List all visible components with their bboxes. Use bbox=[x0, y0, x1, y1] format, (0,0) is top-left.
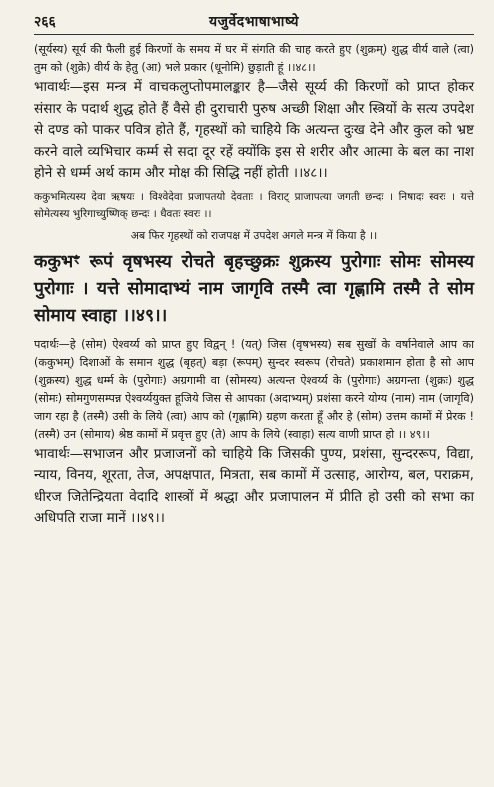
bhavartha-49: भावार्थः—सभाजन और प्रजाजनों को चाहिये कि जिसकी पुण्य, प्रशंसा, सुन्दररूप, विद्या, न्याय, विनय, शूरता, तेज, अपक्षपात, मित्रता, सब कामों में उत्साह, आरोग्य, बल, पराक्रम, धीरज जितेन्द्रियता वेदादि शास्त्रों में श्रद्धा और प्रजापालन में प्रीति हो उसी को सभा का अधिपति राजा मानें ।।४९।। bbox=[34, 445, 474, 526]
running-title: यजुर्वेदभाषाभाष्ये bbox=[209, 14, 299, 30]
mantra-49: ककुभꣳ रूपं वृषभस्य रोचते बृहच्छुक्रः शुक्रस्य पुरोगाः सोमः सोमस्य पुरोगाः । यत्ते सोमादाभ्यं नाम जागृवि तस्मै त्वा गृह्णामि तस्मै ते सोम सोमाय स्वाहा ।।४९।। bbox=[34, 251, 474, 326]
paragraph-top: (सूर्यस्य) सूर्य की फैली हुई किरणों के समय में घर में संगति की चाह करते हुए (शुक्रम्) शुद्ध वीर्य वाले (त्वा) तुम को (शुक्रे) वीर्य के हेतु (आ) भले प्रकार (धूनोमि) छुड़ाती हूं ।।४८।। bbox=[34, 43, 474, 74]
rishi-devata-line: ककुभमित्यस्य देवा ऋषयः । विश्वेदेवा प्रजापतयो देवताः । विराट् प्राजापत्या जगती छन्दः । निषादः स्वरः । यत्ते सोमेत्यस्य भुरिगाच्युष्णिक् छन्दः । धैवतः स्वरः ।। bbox=[34, 190, 474, 220]
padartha-49: पदार्थः—हे (सोम) ऐश्वर्य्य को प्राप्त हुए विद्वन् ! (यत्) जिस (वृषभस्य) सब सुखों के वर्षानेवाले आप का (ककुभम्) दिशाओं के समान शुद्ध (बृहत्) बड़ा (रूपम्) सुन्दर स्वरूप (रोचते) प्रकाशमान होता है सो आप (शुक्रस्य) शुद्ध धर्म्म के (पुरोगाः) अग्रगामी वा (सोमस्य) अत्यन्त ऐश्वर्य्य के (पुरोगाः) अग्रगन्ता (शुक्रः) शुद्ध (सोमः) सोमगुणसम्पन्न ऐश्वर्य्ययुक्त हूजिये जिस से आपका (अदाभ्यम्) प्रशंसा करने योग्य (नाम) नाम (जागृवि) जाग रहा है (तस्मै) उसी के लिये (त्वा) आप को (गृह्णामि) ग्रहण करता हूँ और हे (सोम) उत्तम कामों में प्रेरक ! (तस्मै) उन (सोमाय) श्रेष्ठ कामों में प्रवृत्त हुए (ते) आप के लिये (स्वाहा) सत्य वाणी प्राप्त हो ।। ४९।। bbox=[34, 337, 474, 441]
bhavartha-48: भावार्थः—इस मन्त्र में वाचकलुप्तोपमालङ्कार है—जैसे सूर्य्य की किरणों को प्राप्त होकर संसार के पदार्थ शुद्ध होते हैं वैसे ही दुराचारी पुरुष अच्छी शिक्षा और स्त्रियों के सत्य उपदेश से दण्ड को पाकर पवित्र होते हैं, गृहस्थों को चाहिये कि अत्यन्त दुःख देने और कुल को भ्रष्ट करने वाले व्यभिचार कर्म्म से सदा दूर रहें क्योंकि इस से शरीर और आत्मा के बल का नाश होने से धर्म्म अर्थ काम और मोक्ष की सिद्धि नहीं होती ।।४८।। bbox=[34, 79, 474, 181]
mantra-intro: अब फिर गृहस्थों को राजपक्ष में उपदेश अगले मन्त्र में किया है ।। bbox=[130, 228, 378, 242]
page-number: २६६ bbox=[34, 14, 56, 30]
page-header bbox=[34, 12, 474, 35]
document-page bbox=[34, 12, 474, 530]
